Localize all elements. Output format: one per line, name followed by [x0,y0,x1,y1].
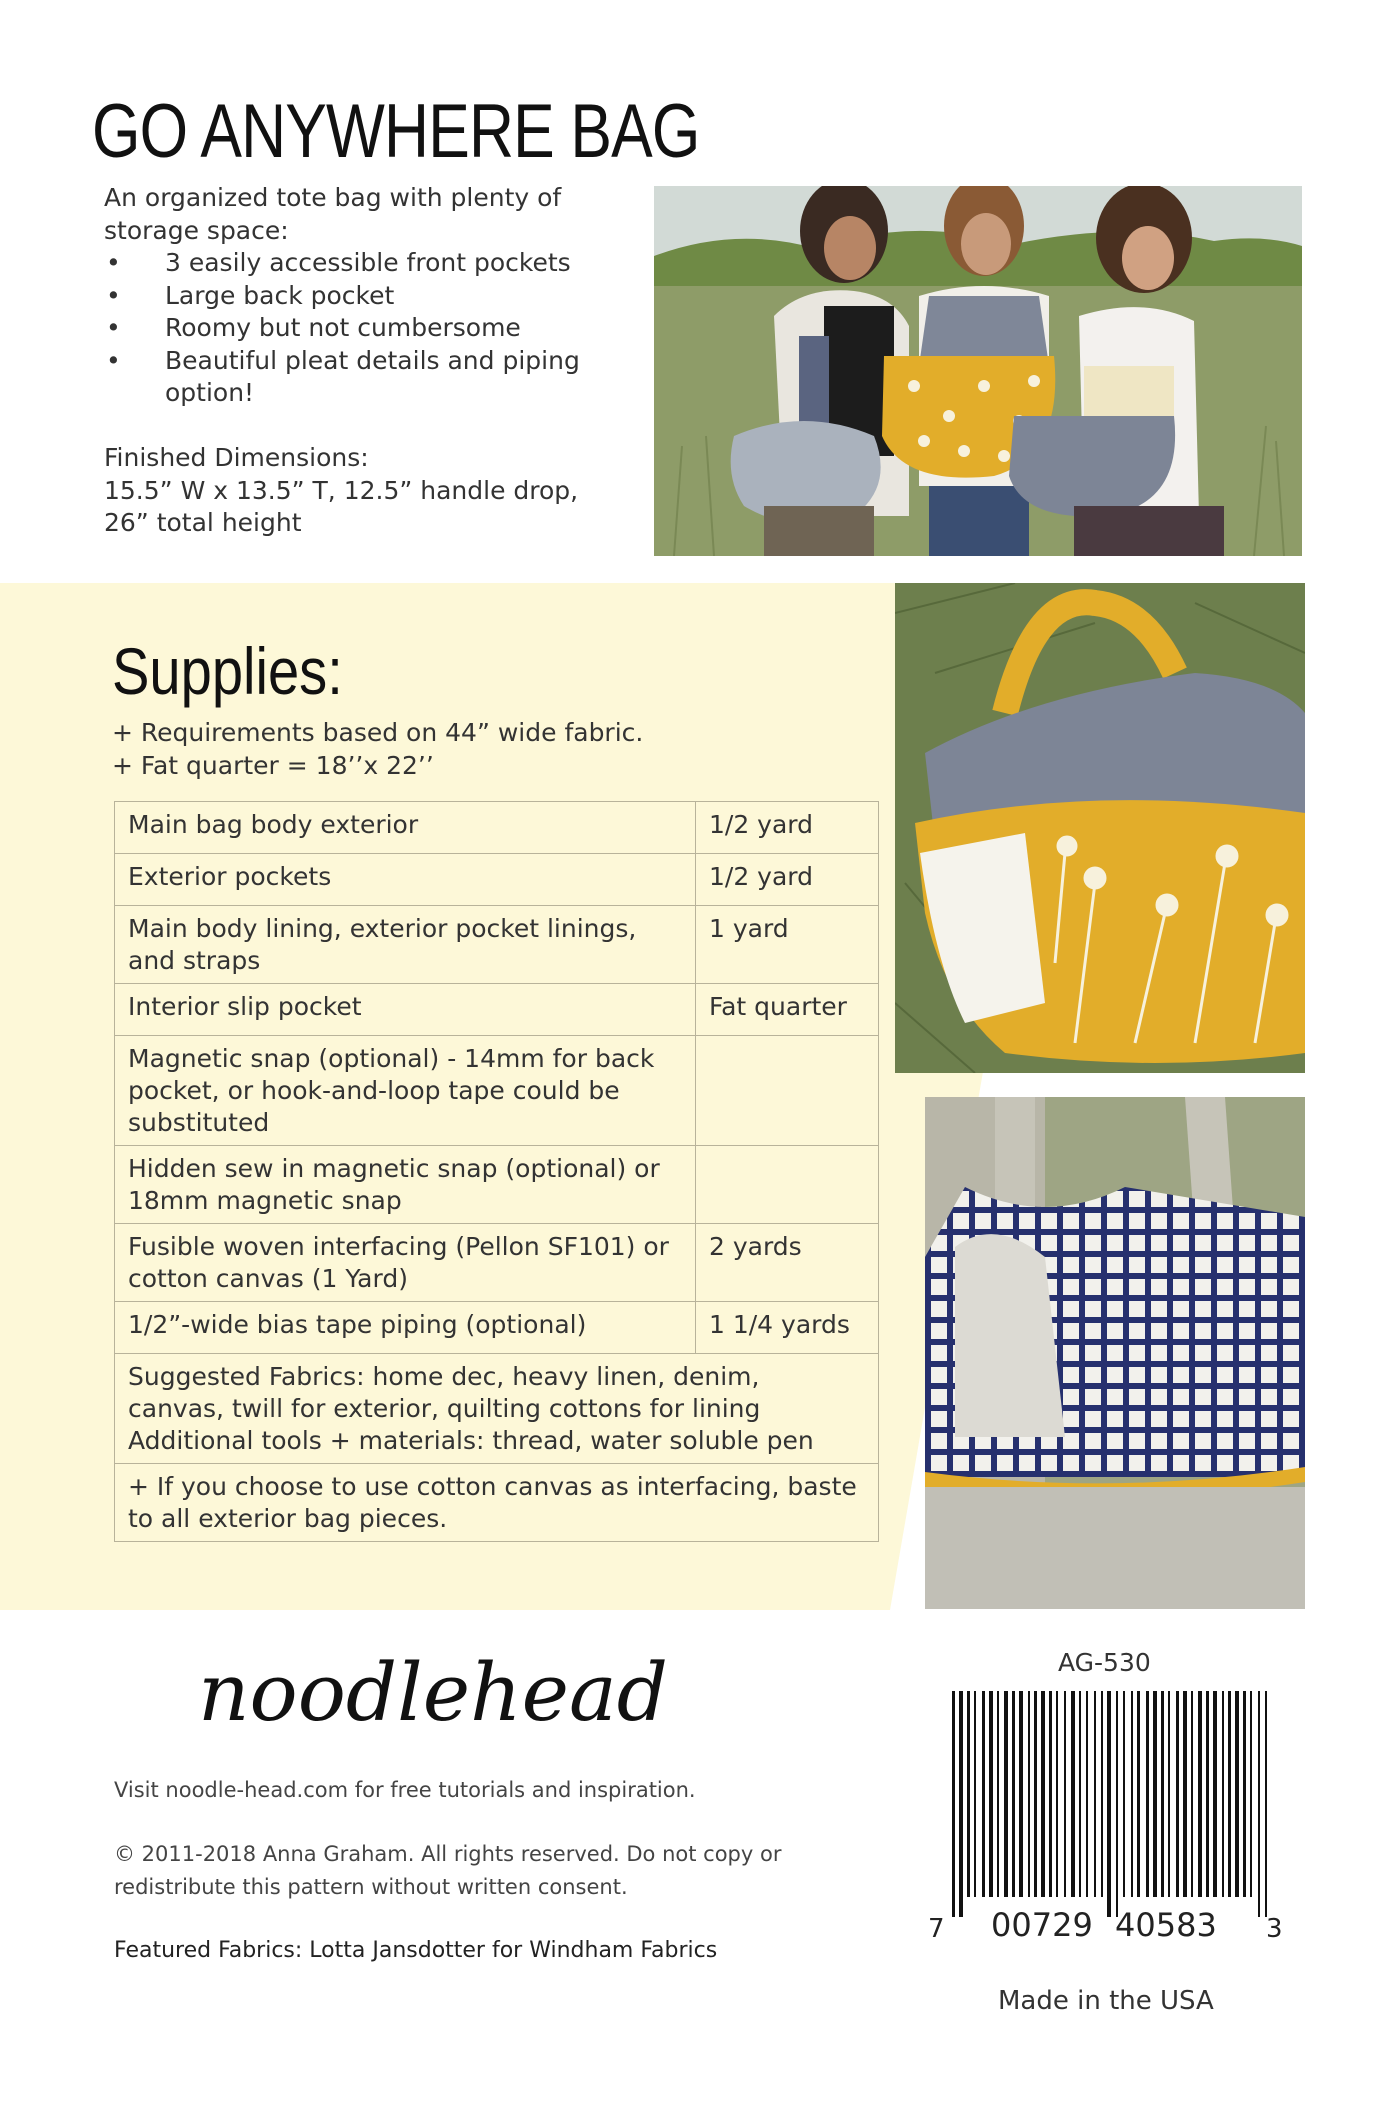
visit-website-text: Visit noodle-head.com for free tutorials and inspiration. [114,1778,696,1802]
barcode-bar [1265,1691,1267,1917]
barcode-bar [1094,1691,1096,1897]
table-row [115,984,879,1036]
barcode-bar [1222,1691,1224,1897]
supply-item: Exterior pockets [115,854,696,906]
supply-item: Fusible woven interfacing (Pellon SF101) or cotton canvas (1 Yard) [115,1224,696,1302]
table-row [115,1146,879,1224]
barcode [952,1691,1267,1917]
table-row [115,906,879,984]
barcode-bar [1213,1691,1217,1897]
supplies-heading: Supplies: [112,634,343,708]
fabric-width-note: + Requirements based on 44” wide fabric. [112,718,644,747]
copyright-notice: © 2011-2018 Anna Graham. All rights reserved. Do not copy or redistribute this pattern without written consent. [114,1842,782,1899]
supply-quantity [696,1036,879,1146]
barcode-bar [1176,1691,1179,1897]
barcode-bar [1183,1691,1187,1897]
barcode-bar [982,1691,985,1897]
barcode-bar [1123,1691,1125,1897]
barcode-digit: 3 [1266,1914,1283,1944]
barcode-bar [1004,1691,1008,1897]
made-in-usa: Made in the USA [998,1986,1214,2016]
supply-quantity: Fat quarter [696,984,879,1036]
barcode-bar [1250,1691,1252,1897]
fat-quarter-note: + Fat quarter = 18’’x 22’’ [112,751,434,780]
barcode-bar [1079,1691,1081,1897]
feature-item: • 3 easily accessible front pockets [104,247,644,280]
feature-item: • Roomy but not cumbersome [104,312,644,345]
supply-quantity: 1 yard [696,906,879,984]
bag-detail-illustration [925,1097,1305,1609]
barcode-bar [974,1691,976,1897]
barcode-bar [1041,1691,1045,1897]
barcode-bar [1071,1691,1075,1897]
additional-tools-line: Additional tools + materials: thread, water soluble pen [128,1426,814,1455]
barcode-bar [1137,1691,1140,1897]
supply-quantity: 1 1/4 yards [696,1302,879,1354]
barcode-digit: 7 [928,1914,945,1944]
barcode-bar [997,1691,999,1897]
suggested-fabrics-line: canvas, twill for exterior, quilting cottons for lining [128,1394,761,1423]
table-row [115,1302,879,1354]
dimensions-label: Finished Dimensions: [104,443,369,472]
barcode-bar [1228,1691,1231,1897]
barcode-bar [1012,1691,1015,1897]
table-row [115,1224,879,1302]
barcode-bar [1131,1691,1133,1897]
barcode-bar [1258,1691,1260,1917]
barcode-bar [1168,1691,1170,1897]
barcode-bar [1191,1691,1193,1897]
supply-item: Magnetic snap (optional) - 14mm for back pocket, or hook-and-loop tape could be substituted [115,1036,696,1146]
supply-item: 1/2”-wide bias tape piping (optional) [115,1302,696,1354]
barcode-digits: 40583 [1115,1906,1217,1944]
page-title: GO ANYWHERE BAG [92,89,700,174]
intro-block [104,182,644,410]
suggested-fabrics-cell [115,1354,879,1464]
supplies-table [114,801,879,1542]
barcode-bar [1235,1691,1239,1897]
barcode-bar [1019,1691,1023,1897]
suggested-fabrics-line: Suggested Fabrics: home dec, heavy linen, denim, [128,1362,760,1391]
feature-list [104,247,644,410]
barcode-bar [989,1691,993,1897]
barcode-bar [1161,1691,1164,1897]
table-row [115,1036,879,1146]
barcode-bar [1049,1691,1052,1897]
supply-quantity [696,1146,879,1224]
supply-item: Interior slip pocket [115,984,696,1036]
bag-closeup-photo [895,583,1305,1073]
featured-fabrics: Featured Fabrics: Lotta Jansdotter for Windham Fabrics [114,1938,718,1963]
finished-dimensions [104,442,578,540]
barcode-bar [952,1691,955,1917]
barcode-bar [1116,1691,1118,1917]
supply-quantity: 1/2 yard [696,802,879,854]
barcode-bar [1028,1691,1030,1897]
barcode-bar [1034,1691,1037,1897]
barcode-bar [1206,1691,1209,1897]
supply-quantity: 2 yards [696,1224,879,1302]
product-code: AG-530 [1058,1648,1151,1677]
barcode-bar [1101,1691,1103,1897]
barcode-bar [1107,1691,1111,1917]
barcode-bar [1064,1691,1066,1897]
supplies-notes [112,716,643,782]
barcode-bar [1153,1691,1157,1897]
models-illustration [654,186,1302,556]
table-row [115,854,879,906]
intro-text: An organized tote bag with plenty of storage space: [104,183,562,245]
barcode-bar [1056,1691,1058,1897]
bag-detail-photo [925,1097,1305,1609]
feature-item: • Beautiful pleat details and piping option! [104,345,644,410]
noodlehead-logo [198,1640,678,1754]
supply-item: Main body lining, exterior pocket linings, and straps [115,906,696,984]
barcode-bar [1198,1691,1202,1897]
bag-closeup-illustration [895,583,1305,1073]
table-row [115,802,879,854]
dimensions-line: 26” total height [104,508,302,537]
barcode-bar [959,1691,963,1917]
supply-quantity: 1/2 yard [696,854,879,906]
barcode-bar [967,1691,970,1897]
table-row [115,1354,879,1464]
barcode-digits: 00729 [991,1906,1093,1944]
logo-text: noodlehead [198,1646,668,1739]
supply-item: Main bag body exterior [115,802,696,854]
dimensions-line: 15.5” W x 13.5” T, 12.5” handle drop, [104,475,579,505]
models-photo [654,186,1302,556]
barcode-bar [1243,1691,1246,1897]
barcode-bar [1146,1691,1149,1897]
barcode-bar [1086,1691,1088,1897]
canvas-note-cell: + If you choose to use cotton canvas as interfacing, baste to all exterior bag pieces. [115,1464,879,1542]
table-row [115,1464,879,1542]
supply-item: Hidden sew in magnetic snap (optional) or 18mm magnetic snap [115,1146,696,1224]
logo-wordmark [198,1640,678,1750]
feature-item: • Large back pocket [104,280,644,313]
